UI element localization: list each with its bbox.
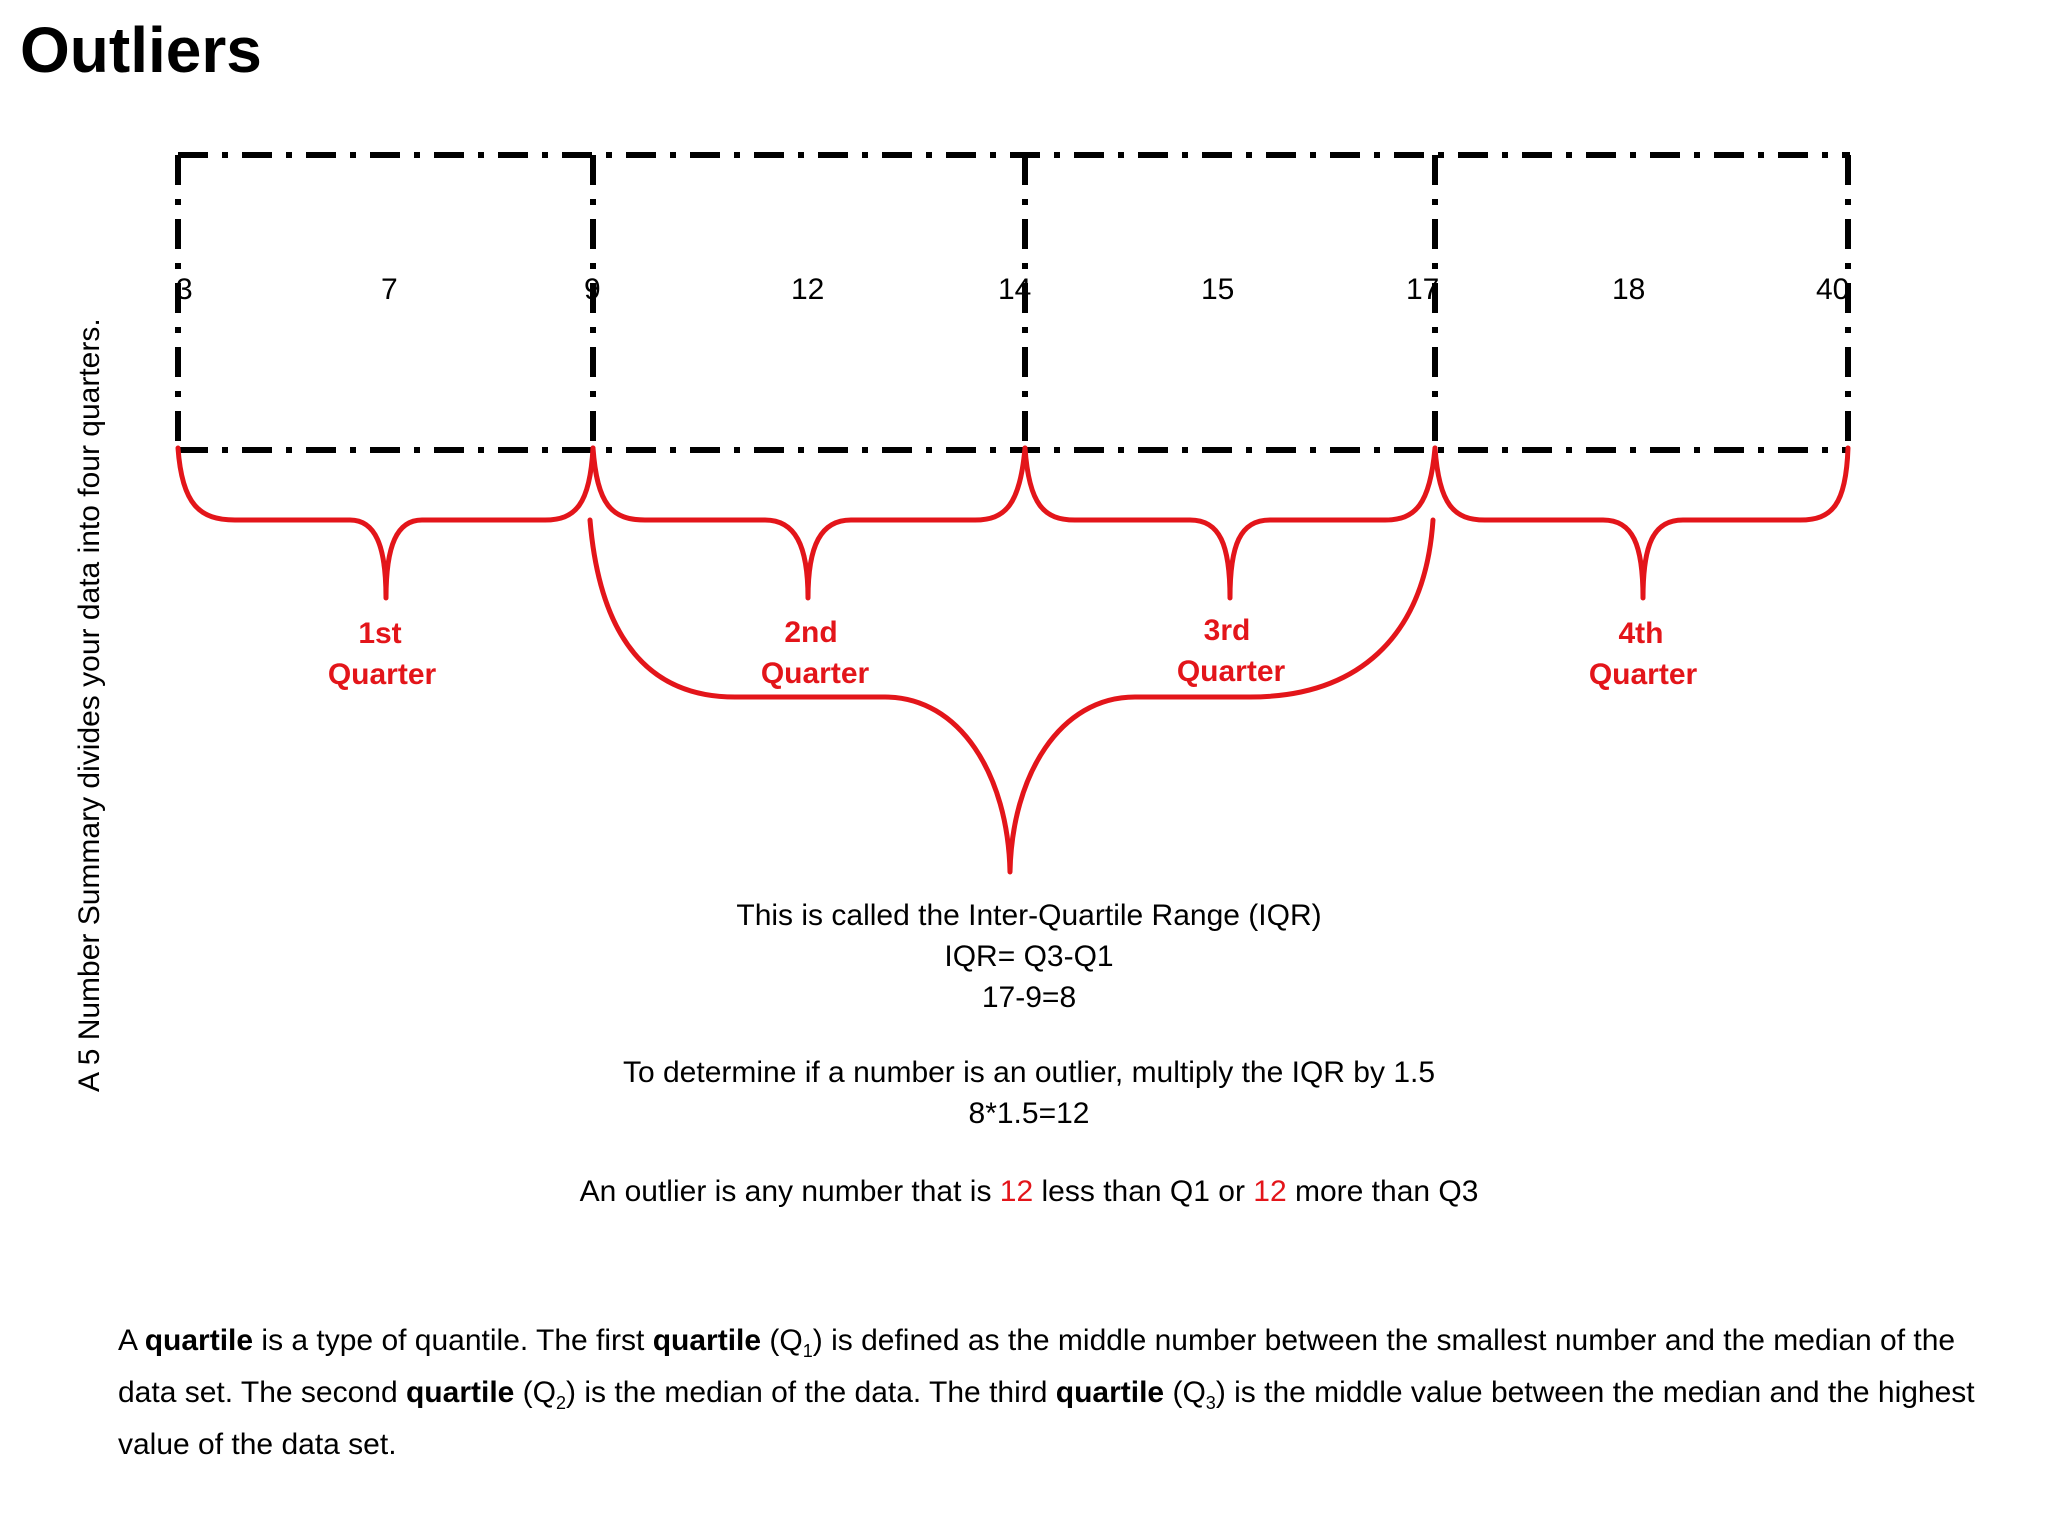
def-keyword: quartile xyxy=(405,1376,515,1409)
quarter-2-label-line2: Quarter xyxy=(760,657,870,690)
def-text: is a type of quantile. The first xyxy=(253,1324,653,1357)
iqr-line-3: 17-9=8 xyxy=(981,981,1077,1014)
value-18: 18 xyxy=(1612,273,1646,306)
quarter-1-label-line1: 1st xyxy=(358,617,402,650)
quarter-1-label-line2: Quarter xyxy=(327,658,437,691)
iqr-line-2: IQR= Q3-Q1 xyxy=(944,940,1114,973)
def-text: ) is the median of the data. The third xyxy=(566,1376,1056,1409)
value-40: 40 xyxy=(1816,273,1850,306)
brace-q3 xyxy=(1025,448,1435,598)
value-14: 14 xyxy=(998,273,1032,306)
quarter-3-label-line1: 3rd xyxy=(1203,614,1251,647)
outlier-threshold-low: 12 xyxy=(999,1175,1034,1208)
outlier-rule-line-1: To determine if a number is an outlier, multiply the IQR by 1.5 xyxy=(622,1056,1436,1089)
def-subscript: 3 xyxy=(1205,1393,1216,1413)
brace-q1 xyxy=(178,448,593,598)
def-text: (Q xyxy=(1164,1376,1206,1409)
brace-iqr xyxy=(590,520,1433,872)
iqr-line-1: This is called the Inter-Quartile Range (IQR) xyxy=(736,899,1322,932)
outlier-def-suffix: more than Q3 xyxy=(1286,1175,1479,1208)
outlier-def-middle: less than Q1 or xyxy=(1033,1175,1254,1208)
def-text: A xyxy=(118,1324,145,1357)
quartile-definition xyxy=(118,1320,1998,1465)
iqr-explanation xyxy=(0,895,2048,1018)
quarter-4-label-line1: 4th xyxy=(1618,617,1664,650)
def-keyword: quartile xyxy=(1055,1376,1165,1409)
quarter-3-label-line2: Quarter xyxy=(1176,655,1286,688)
outlier-rule xyxy=(0,1052,2048,1134)
def-subscript: 1 xyxy=(802,1341,813,1361)
def-text: (Q xyxy=(761,1324,803,1357)
outlier-rule-line-2: 8*1.5=12 xyxy=(968,1097,1090,1130)
value-17: 17 xyxy=(1406,273,1440,306)
page-title: Outliers xyxy=(20,14,262,86)
side-label: A 5 Number Summary divides your data into four quarters. xyxy=(73,318,106,1092)
brace-q4 xyxy=(1435,448,1848,598)
def-subscript: 2 xyxy=(556,1393,567,1413)
outlier-def-prefix: An outlier is any number that is xyxy=(579,1175,1000,1208)
def-text: ) is the middle value between the median and the highest value of the data set. xyxy=(118,1376,1975,1461)
value-3: 3 xyxy=(176,273,193,306)
value-7: 7 xyxy=(381,273,398,306)
value-15: 15 xyxy=(1201,273,1235,306)
value-9: 9 xyxy=(584,273,601,306)
outlier-threshold-high: 12 xyxy=(1253,1175,1287,1208)
def-keyword: quartile xyxy=(144,1324,254,1357)
brace-q2 xyxy=(593,448,1025,598)
def-text: ) is defined as the middle number between the smallest number and the median of the data set. The second xyxy=(118,1324,1956,1409)
def-keyword: quartile xyxy=(652,1324,762,1357)
quarter-2-label-line1: 2nd xyxy=(784,616,838,649)
outlier-definition xyxy=(0,1171,2048,1212)
value-12: 12 xyxy=(791,273,825,306)
quarter-4-label-line2: Quarter xyxy=(1588,658,1698,691)
def-text: (Q xyxy=(514,1376,557,1409)
